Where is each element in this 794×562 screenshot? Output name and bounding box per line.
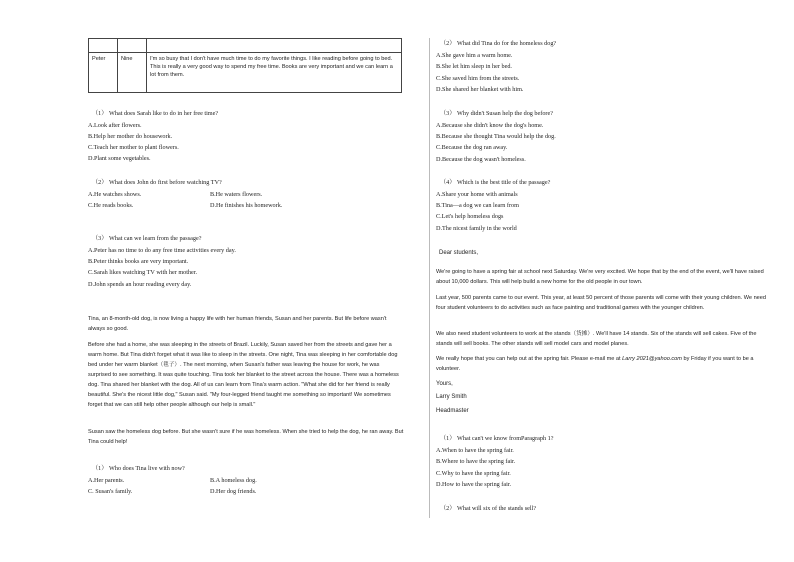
table-cell-name: Peter: [89, 53, 118, 93]
table-cell-text: I'm so busy that I don't have much time to do my favorite things. I like reading before going to bed. This is really a very good way to spend my free time. Books are very important and we can learn a lot from them.: [147, 53, 402, 93]
letter-greeting: Dear students,: [439, 250, 479, 256]
letter-signature-name: Larry Smith: [436, 394, 467, 400]
info-table: [88, 38, 402, 93]
option: C.Teach her mother to plant flowers.: [88, 144, 179, 151]
option: A.When to have the spring fair.: [436, 447, 514, 454]
table-cell-age: Nine: [118, 53, 147, 93]
letter-paragraph: Last year, 500 parents came to our event. This year, at least 50 percent of those parents will come with their young children. We need four student volunteers to do activities such as face painting and traditional games with the younger children.: [436, 295, 767, 311]
question-stem: （1） Who does Tina live with now?: [92, 465, 185, 472]
email-link[interactable]: Larry 2021@yahoo.com: [622, 356, 682, 362]
letter-paragraph: [436, 354, 770, 374]
option: A.Look after flowers.: [88, 122, 142, 129]
table-cell-text: [147, 39, 402, 53]
letter-text: We really hope that you can help out at the spring fair. Please e-mail me at: [436, 356, 623, 362]
question-stem: （1） What can't we know fromParagraph 1?: [440, 435, 554, 442]
option: B.Where to have the spring fair.: [436, 458, 516, 465]
option: B.Because she thought Tina would help the dog.: [436, 133, 556, 140]
option: A.He watches shows.: [88, 191, 142, 198]
option: A.Share your home with animals: [436, 191, 518, 198]
question-stem: （3） Why didn't Susan help the dog before?: [440, 110, 553, 117]
option: D.Because the dog wasn't homeless.: [436, 156, 526, 163]
option: B.A homeless dog.: [210, 477, 257, 484]
letter-signature-title: Headmaster: [436, 408, 469, 414]
option: C.Let's help homeless dogs: [436, 213, 504, 220]
option: B.Peter thinks books are very important.: [88, 258, 189, 265]
letter-paragraph: We also need student volunteers to work at the stands（货摊）. We'll have 14 stands. Six of the stands will sell cakes. Five of the stands will sell books. The other stands will sell model cars and model planes.: [436, 331, 757, 347]
table-cell-age: [118, 39, 147, 53]
question-stem: （2） What does John do first before watching TV?: [92, 179, 222, 186]
passage-paragraph: Tina, an 8-month-old dog, is now living a happy life with her human friends, Susan and her parents. But life before wasn't always so good.: [88, 316, 387, 332]
option: A.Because she didn't know the dog's home.: [436, 122, 544, 129]
table-row: [89, 39, 402, 53]
option: B.He waters flowers.: [210, 191, 263, 198]
column-divider: [429, 38, 430, 518]
option: C.He reads books.: [88, 202, 134, 209]
option: C.Sarah likes watching TV with her mother.: [88, 269, 198, 276]
letter-paragraph: We're going to have a spring fair at school next Saturday. We're very excited. We hope that by the end of the event, we'll have raised about 10,000 dollars. This will help build a new home for the old people in our town.: [436, 269, 764, 285]
option: D.Plant some vegetables.: [88, 155, 151, 162]
option: C. Susan's family.: [88, 488, 133, 495]
question-stem: （2） What did Tina do for the homeless dog?: [440, 40, 557, 47]
option: D.Her dog friends.: [210, 488, 257, 495]
option: D.He finishes his homework.: [210, 202, 283, 209]
table-row: [89, 53, 402, 93]
question-stem: （3） What can we learn from the passage?: [92, 235, 202, 242]
question-stem: （4） Which is the best title of the passage?: [440, 179, 551, 186]
option: D.John spends an hour reading every day.: [88, 281, 192, 288]
option: B.Help her mother do housework.: [88, 133, 173, 140]
question-stem: （2） What will six of the stands sell?: [440, 505, 537, 512]
letter-closing: Yours,: [436, 381, 453, 387]
passage-paragraph: Susan saw the homeless dog before. But she wasn't sure if he was homeless. When she tried to help the dog, he ran away. But Tina could help!: [88, 429, 404, 445]
option: C.She saved him from the streets.: [436, 75, 520, 82]
option: C.Why to have the spring fair.: [436, 470, 511, 477]
option: C.Because the dog ran away.: [436, 144, 508, 151]
question-stem: （1） What does Sarah like to do in her free time?: [92, 110, 219, 117]
option: B.Tina—a dog we can learn from: [436, 202, 519, 209]
table-cell-name: [89, 39, 118, 53]
passage-paragraph: Before she had a home, she was sleeping in the streets of Brazil. Luckily, Susan saved her from the streets and gave her a warm home. But Tina didn't forget what it was like to sleep in the streets. One night, Tina was sleeping in her comfortable dog bed under her warm blanket（毯子）. The next morning, when Susan's father was leaving the house for work, he was surprised to see something. It was quite touching. Tina took her blanket to the street across the house. There was a homeless dog. Tina shared her blanket with the dog. All of us can learn from Tina's warm action. "What she did for her friend is really beautiful. She's the nicest little dog," Susan said. "My four-legged friend taught me something so important! We sometimes forget that we can still help other people although our help is small.": [88, 342, 399, 408]
option: A.Peter has no time to do any free time activities every day.: [88, 247, 236, 254]
option: D.She shared her blanket with him.: [436, 86, 524, 93]
option: A.She gave him a warm home.: [436, 52, 513, 59]
option: B.She let him sleep in her bed.: [436, 63, 512, 70]
option: D.How to have the spring fair.: [436, 481, 512, 488]
option: D.The nicest family in the world: [436, 225, 517, 232]
letter-text: by Friday if you want to be a volunteer.: [436, 356, 754, 372]
option: A.Her parents.: [88, 477, 125, 484]
